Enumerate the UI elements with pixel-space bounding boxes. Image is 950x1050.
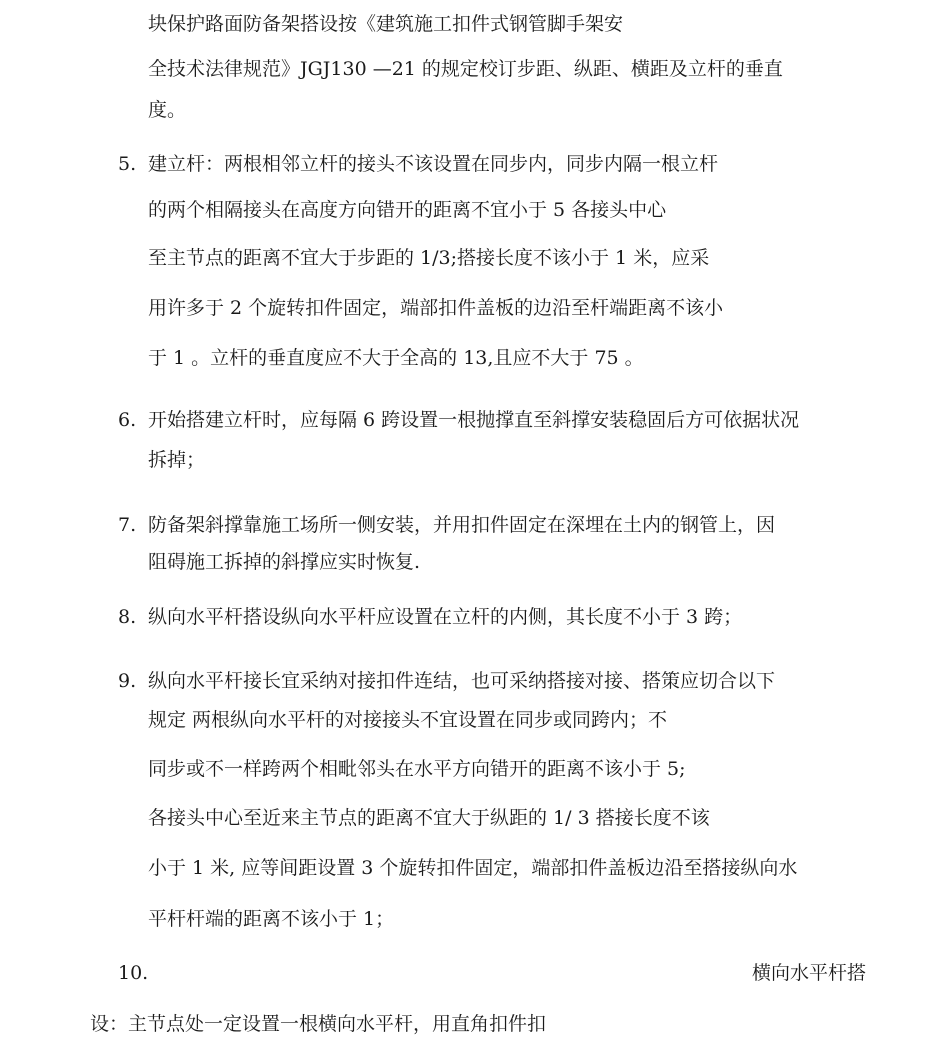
item-5-line-3: 至主节点的距离不宜大于步距的 1/3;搭接长度不该小于 1 米，应采 xyxy=(148,247,710,269)
intro-line-3: 度。 xyxy=(148,99,187,121)
item-7-line-1: 防备架斜撑靠施工场所一侧安装，并用扣件固定在深埋在土内的钢管上，因 xyxy=(148,514,776,536)
item-5-line-4: 用许多于 2 个旋转扣件固定，端部扣件盖板的边沿至杆端距离不该小 xyxy=(148,297,724,319)
item-5-number: 5. xyxy=(118,153,137,175)
item-8-number: 8. xyxy=(118,606,137,628)
item-7-line-2: 阻碍施工拆掉的斜撑应实时恢复. xyxy=(148,551,421,573)
item-6-line-1: 开始搭建立杆时，应每隔 6 跨设置一根抛撑直至斜撑安装稳固后方可依据状况 xyxy=(148,409,800,431)
intro-line-1: 块保护路面防备架搭设按《建筑施工扣件式钢管脚手架安 xyxy=(148,13,624,35)
item-9-line-2: 规定 两根纵向水平杆的对接接头不宜设置在同步或同跨内；不 xyxy=(148,709,668,731)
item-10-line-1: 横向水平杆搭 xyxy=(751,962,866,984)
continuation-line: 设：主节点处一定设置一根横向水平杆，用直角扣件扣 xyxy=(90,1013,547,1035)
intro-line-2: 全技术法律规范》JGJ130 —21 的规定校订步距、纵距、横距及立杆的垂直 xyxy=(148,58,783,80)
item-10-number: 10. xyxy=(118,962,149,984)
item-6-line-2: 拆掉； xyxy=(148,449,206,471)
item-9-line-1: 纵向水平杆接长宜采纳对接扣件连结，也可采纳搭接对接、搭策应切合以下 xyxy=(148,670,776,692)
item-5-line-5: 于 1 。立杆的垂直度应不大于全高的 13,且应不大于 75 。 xyxy=(148,347,644,369)
item-9-line-5: 小于 1 米, 应等间距设置 3 个旋转扣件固定，端部扣件盖板边沿至搭接纵向水 xyxy=(148,857,798,879)
item-5-line-1: 建立杆：两根相邻立杆的接头不该设置在同步内，同步内隔一根立杆 xyxy=(148,153,719,175)
item-8-line-1: 纵向水平杆搭设纵向水平杆应设置在立杆的内侧，其长度不小于 3 跨； xyxy=(148,606,743,628)
item-7-number: 7. xyxy=(118,514,137,536)
item-9-line-3: 同步或不一样跨两个相毗邻头在水平方向错开的距离不该小于 5; xyxy=(148,758,686,780)
item-9-line-4: 各接头中心至近来主节点的距离不宜大于纵距的 1/ 3 搭接长度不该 xyxy=(148,807,710,829)
item-9-line-6: 平杆杆端的距离不该小于 1； xyxy=(148,908,395,930)
item-6-number: 6. xyxy=(118,409,137,431)
item-9-number: 9. xyxy=(118,670,137,692)
item-5-line-2: 的两个相隔接头在高度方向错开的距离不宜小于 5 各接头中心 xyxy=(148,199,667,221)
